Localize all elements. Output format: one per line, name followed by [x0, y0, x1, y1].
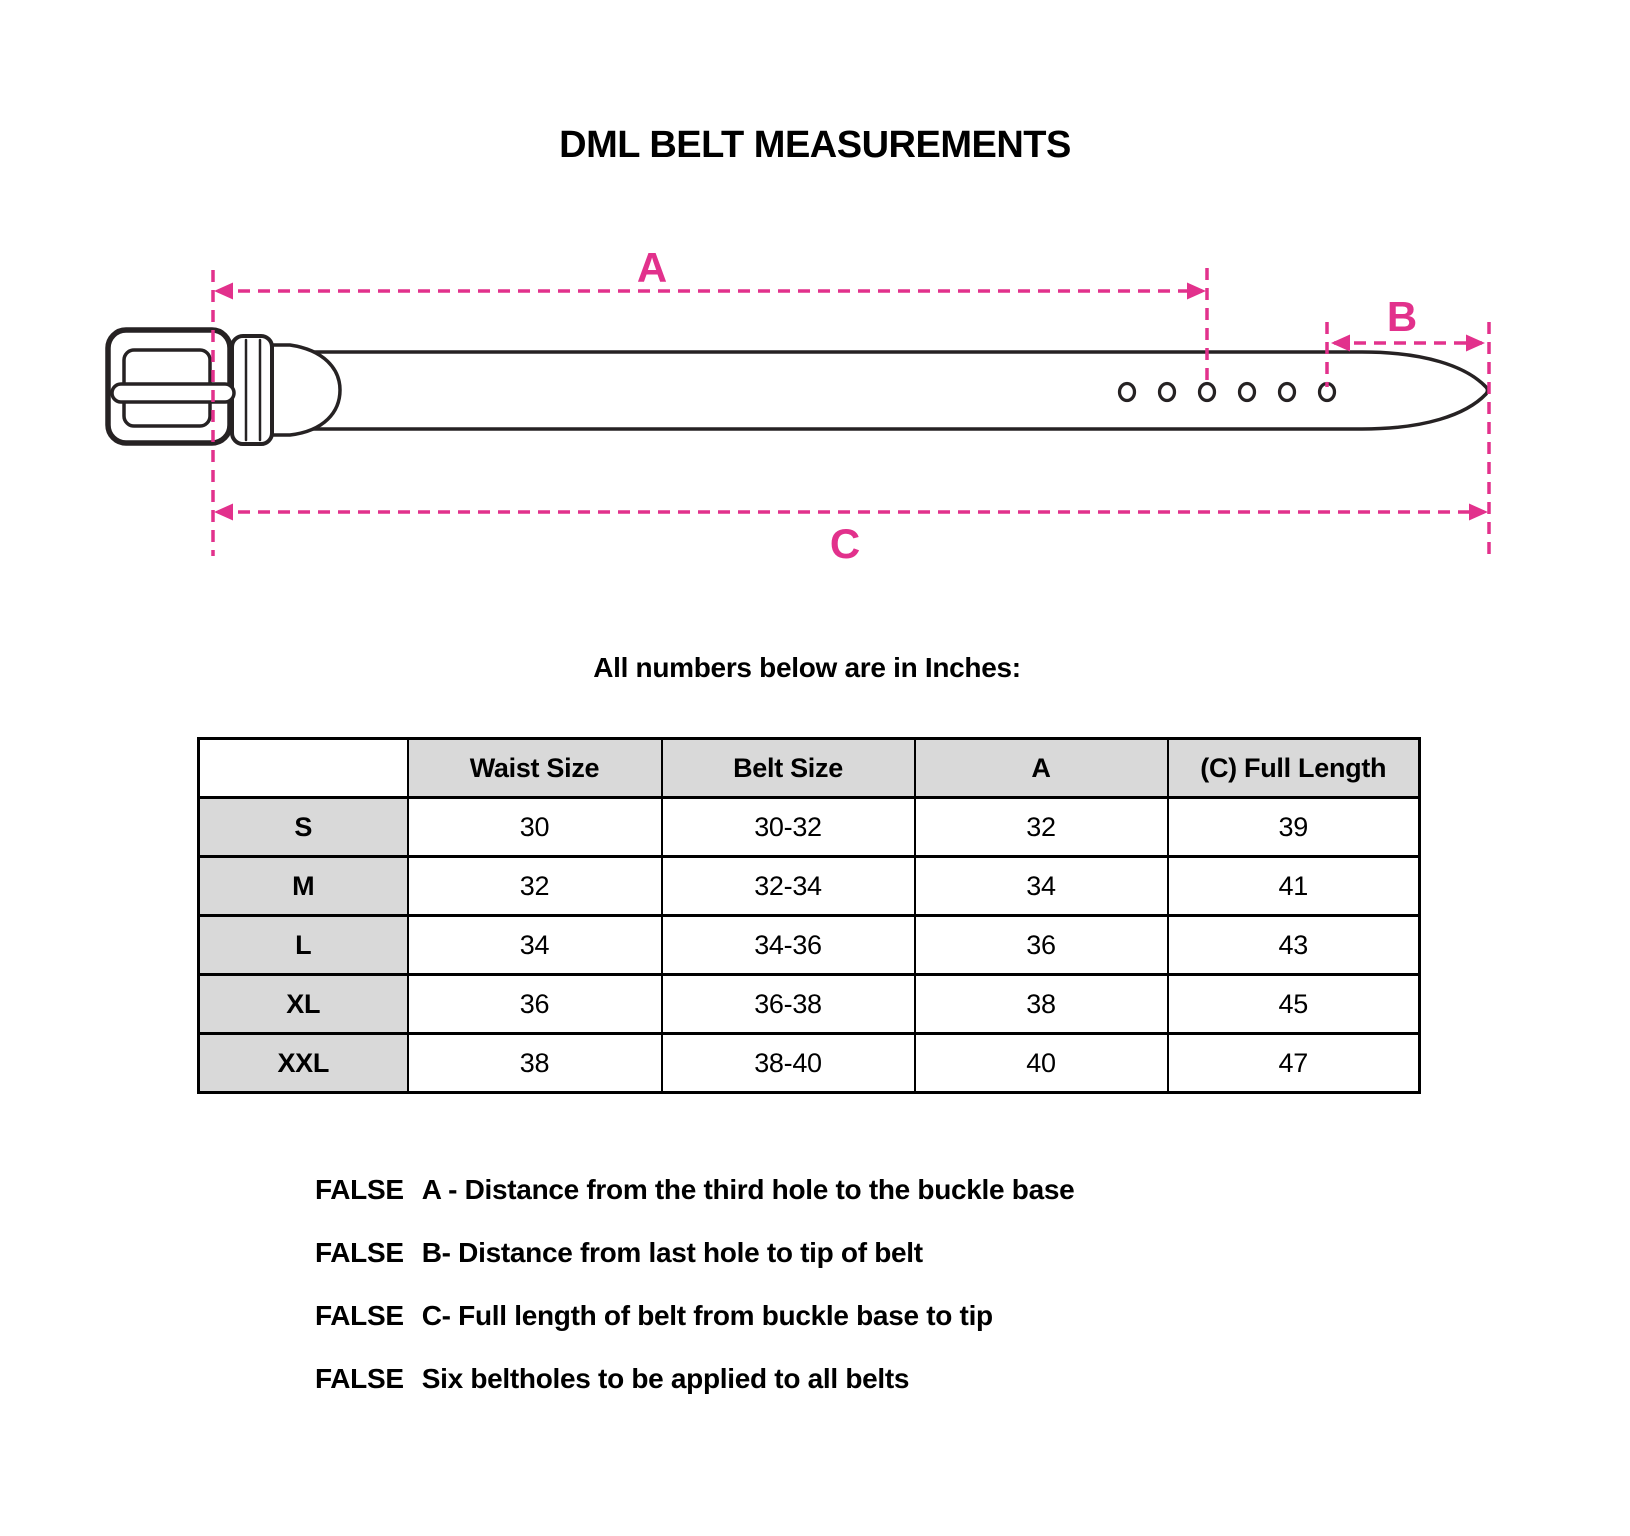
- belt-hole: [1200, 384, 1215, 401]
- table-cell: 38: [408, 1034, 662, 1093]
- table-cell: 41: [1168, 857, 1420, 916]
- belt-hole: [1280, 384, 1295, 401]
- table-cell: 39: [1168, 798, 1420, 857]
- table-cell: 34-36: [662, 916, 915, 975]
- table-cell: 36-38: [662, 975, 915, 1034]
- table-cell: 36: [408, 975, 662, 1034]
- notes: [315, 1175, 1074, 1427]
- note-text: C- Full length of belt from buckle base to tip: [421, 1300, 993, 1331]
- belt-strap: [296, 352, 1488, 429]
- header-full-length: (C) Full Length: [1168, 739, 1420, 798]
- dimension-c-label: C: [829, 520, 861, 567]
- size-label: L: [199, 916, 408, 975]
- table-row: [199, 798, 1420, 857]
- belt-hole: [1120, 384, 1135, 401]
- table-cell: 34: [408, 916, 662, 975]
- note-line: [315, 1175, 1074, 1205]
- table-cell: 32: [408, 857, 662, 916]
- table-cell: 47: [1168, 1034, 1420, 1093]
- belt-keeper: [232, 336, 272, 444]
- note-text: B- Distance from last hole to tip of belt: [421, 1237, 923, 1268]
- note-text: Six beltholes to be applied to all belts: [421, 1363, 910, 1394]
- size-table: [197, 737, 1421, 1094]
- size-label: XXL: [199, 1034, 408, 1093]
- table-cell: 34: [915, 857, 1168, 916]
- table-cell: 30: [408, 798, 662, 857]
- table-row: [199, 1034, 1420, 1093]
- size-label: XL: [199, 975, 408, 1034]
- table-cell: 30-32: [662, 798, 915, 857]
- header-belt-size: Belt Size: [662, 739, 915, 798]
- table-cell: 32: [915, 798, 1168, 857]
- header-corner-cell: [199, 739, 408, 798]
- belt-hole: [1240, 384, 1255, 401]
- note-line: [315, 1238, 1074, 1268]
- size-table-body: [199, 798, 1420, 1093]
- header-a: A: [915, 739, 1168, 798]
- table-cell: 43: [1168, 916, 1420, 975]
- header-waist-size: Waist Size: [408, 739, 662, 798]
- page-title: DML BELT MEASUREMENTS: [559, 124, 1071, 166]
- belt-hole: [1160, 384, 1175, 401]
- table-cell: 45: [1168, 975, 1420, 1034]
- note-flag: FALSE: [315, 1237, 404, 1268]
- note-flag: FALSE: [315, 1174, 404, 1205]
- note-flag: FALSE: [315, 1300, 404, 1331]
- buckle-prong: [112, 384, 234, 402]
- table-cell: 38-40: [662, 1034, 915, 1093]
- note-line: [315, 1301, 1074, 1331]
- size-label: S: [199, 798, 408, 857]
- table-cell: 36: [915, 916, 1168, 975]
- note-flag: FALSE: [315, 1363, 404, 1394]
- note-line: [315, 1364, 1074, 1394]
- table-cell: 38: [915, 975, 1168, 1034]
- table-cell: 40: [915, 1034, 1168, 1093]
- dimension-b-label: B: [1386, 293, 1418, 340]
- size-label: M: [199, 857, 408, 916]
- table-row: [199, 857, 1420, 916]
- dimension-a-label: A: [636, 244, 668, 291]
- table-row: [199, 975, 1420, 1034]
- table-cell: 32-34: [662, 857, 915, 916]
- table-row: [199, 916, 1420, 975]
- belt-drawing: [108, 330, 1488, 444]
- note-text: A - Distance from the third hole to the buckle base: [421, 1174, 1075, 1205]
- units-note: All numbers below are in Inches:: [593, 652, 1021, 683]
- size-table-header-row: [199, 739, 1420, 798]
- belt-diagram: [0, 230, 1630, 570]
